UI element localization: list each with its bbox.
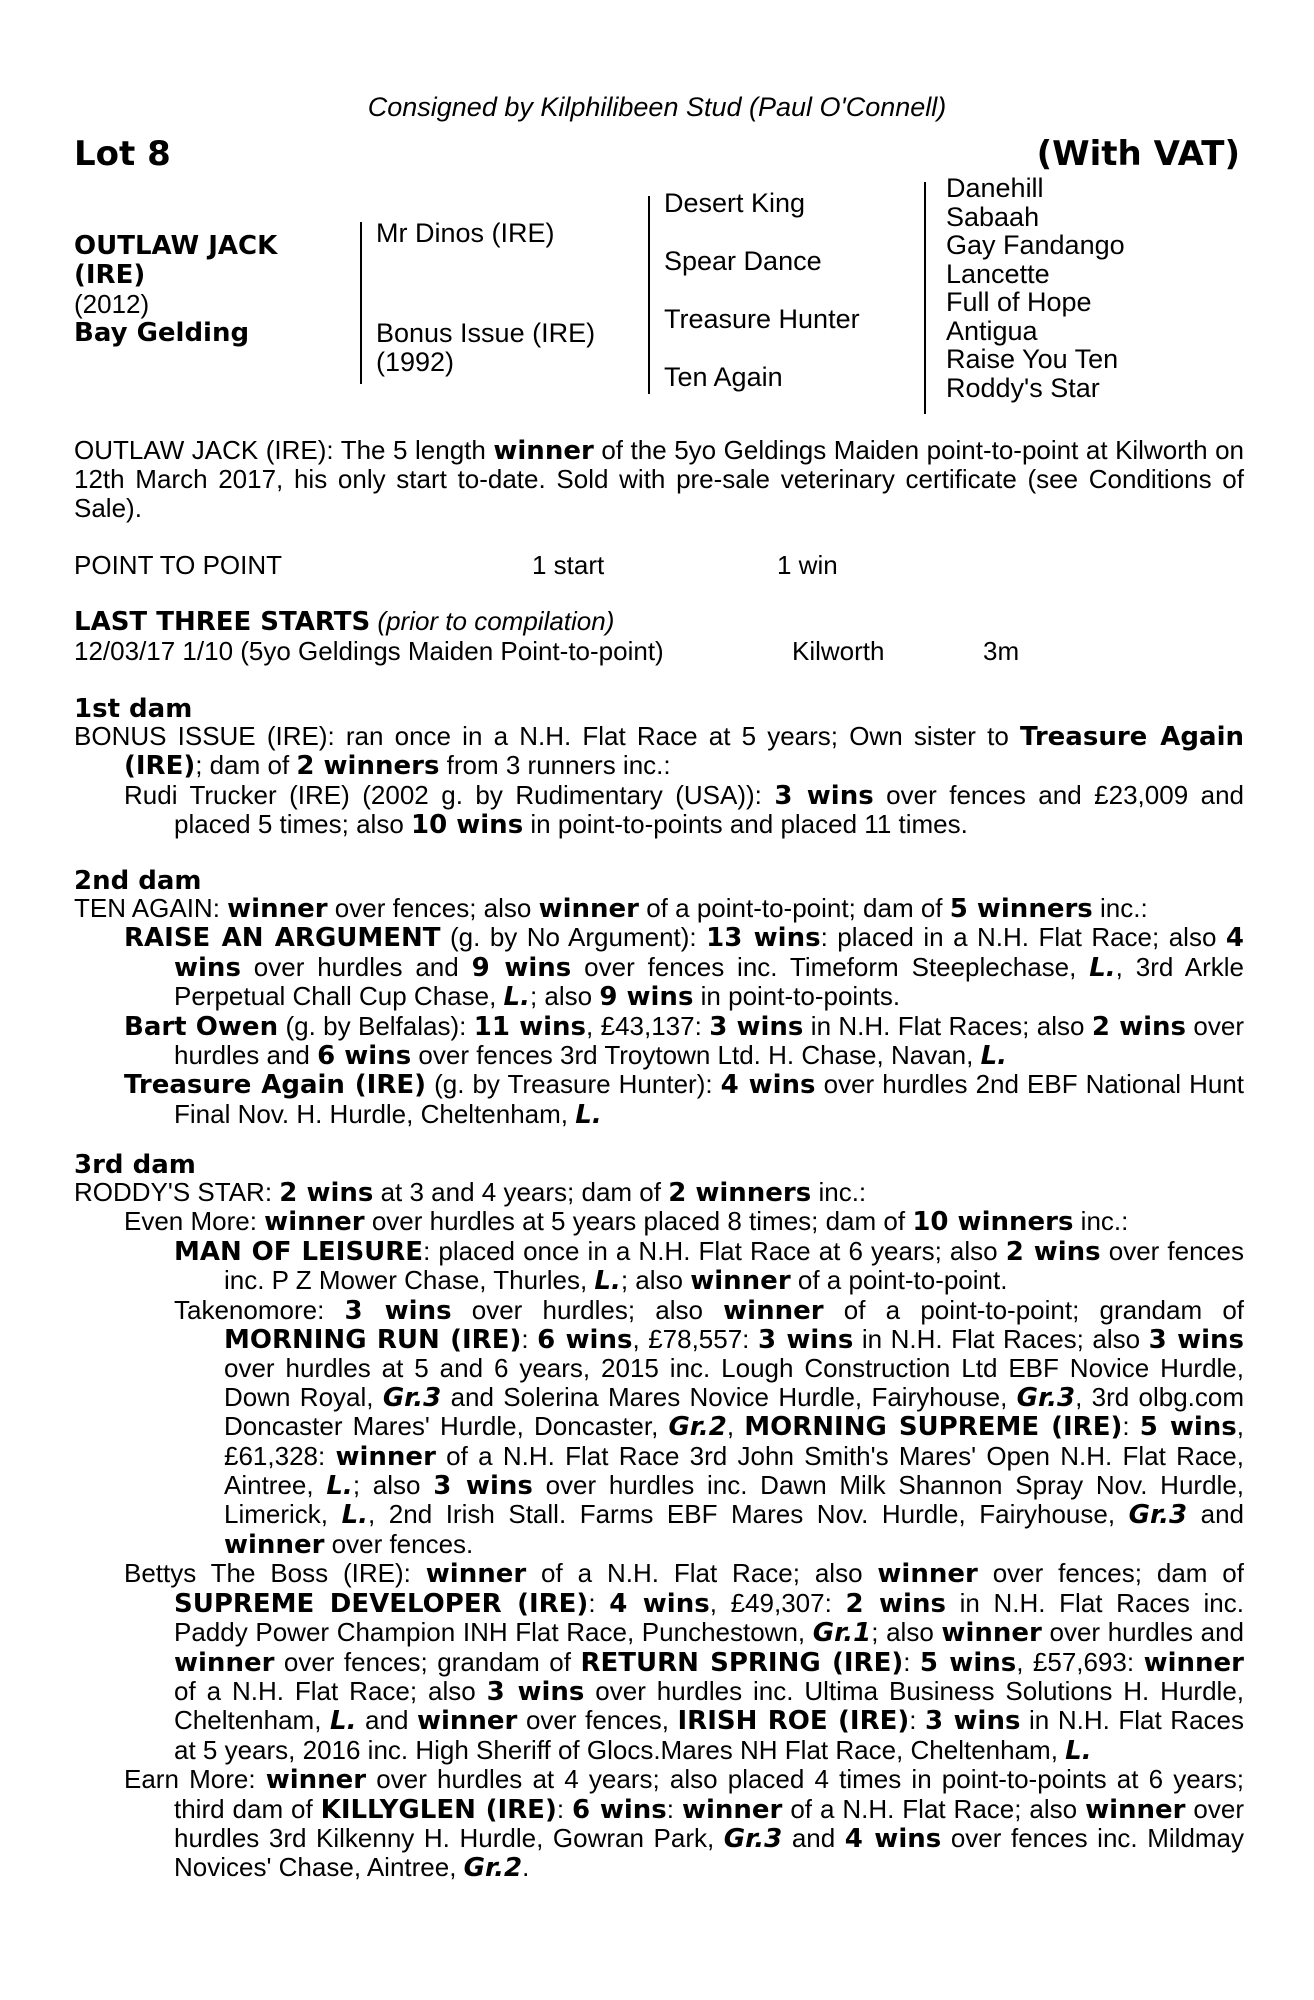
ggp-3: Gay Fandango xyxy=(946,230,1125,260)
pedigree-granddam-2: Ten Again xyxy=(664,362,783,392)
pedigree-divider-3 xyxy=(924,182,926,414)
pedigree-sire: Mr Dinos (IRE) xyxy=(376,218,555,248)
start-distance: 3m xyxy=(983,636,1020,666)
consignor-line: Consigned by Kilphilibeen Stud (Paul O'Connell) xyxy=(367,92,947,122)
pedigree-divider-1 xyxy=(360,222,362,384)
horse-year: (2012) xyxy=(74,289,150,319)
pedigree-divider-2 xyxy=(648,196,650,394)
grandproduce-man-of-leisure: MAN OF LEISURE: placed once in a N.H. Flat Race at 6 years; also 2 wins over fences inc. P Z Mower Chase, Thurles, L.; also winner of a point-to-point. xyxy=(174,1235,1245,1297)
ggp-5: Full of Hope xyxy=(946,287,1092,317)
last-three-heading xyxy=(74,606,614,637)
pedigree-grandsire-1: Desert King xyxy=(664,188,806,218)
ggp-7: Raise You Ten xyxy=(946,344,1119,374)
pedigree-dam: Bonus Issue (IRE) xyxy=(376,318,596,348)
third-dam-section xyxy=(74,1178,1244,1883)
first-dam-produce-1: Rudi Trucker (IRE) (2002 g. by Rudimentary (USA)): 3 wins over fences and £23,009 and placed 5 times; also 10 wins in point-to-points and placed 11 times. xyxy=(124,779,1245,841)
last-three-note: (prior to compilation) xyxy=(377,606,615,636)
first-dam-entry: BONUS ISSUE (IRE): ran once in a N.H. Flat Race at 5 years; Own sister to Treasure Again (IRE); dam of 2 winners from 3 runners inc.: xyxy=(74,721,1244,782)
ggp-2: Sabaah xyxy=(946,201,1040,232)
horse-description: Bay Gelding xyxy=(74,318,250,348)
pedigree-granddam-1: Spear Dance xyxy=(664,246,822,276)
pedigree-dam-year: (1992) xyxy=(376,347,455,377)
third-dam-produce-even-more: Even More: winner over hurdles at 5 years placed 8 times; dam of 10 winners inc.: xyxy=(124,1206,1129,1238)
third-dam-heading: 3rd dam xyxy=(74,1150,196,1180)
first-dam-section xyxy=(74,722,1244,840)
ggp-4: Lancette xyxy=(946,258,1050,289)
third-dam-entry: RODDY'S STAR: 2 wins at 3 and 4 years; dam of 2 winners inc.: xyxy=(74,1177,867,1208)
start-detail: 12/03/17 1/10 (5yo Geldings Maiden Point-to-point) xyxy=(74,636,664,666)
second-dam-section xyxy=(74,894,1244,1129)
summary-text-2: of the 5yo Geldings Maiden point-to-point at Kilworth on 12th March 2017, his only start to-date. Sold with pre-sale veterinary certificate (see Conditions of Sale). xyxy=(74,435,1244,523)
second-dam-heading: 2nd dam xyxy=(74,866,202,896)
last-three-title: LAST THREE STARTS xyxy=(74,607,371,637)
horse-name: OUTLAW JACK xyxy=(74,231,278,261)
horse-country: (IRE) xyxy=(74,260,146,290)
vat-label: (With VAT) xyxy=(1036,134,1240,174)
pedigree-great-grandparents xyxy=(946,174,1125,402)
second-dam-produce-2: Bart Owen (g. by Belfalas): 11 wins, £43,137: 3 wins in N.H. Flat Races; also 2 wins over hurdles and 6 wins over fences 3rd Troytown Ltd. H. Chase, Navan, L. xyxy=(124,1010,1244,1072)
second-dam-produce-1: RAISE AN ARGUMENT (g. by No Argument): 13 wins: placed in a N.H. Flat Race; also 4 wins over hurdles and 9 wins over fences inc. Timeform Steeplechase, L., 3rd Arkle Perpetual Chall Cup Chase, L.; also 9 wins in point-to-points. xyxy=(124,922,1244,1013)
ggp-6: Antigua xyxy=(946,315,1038,346)
ggp-1: Danehill xyxy=(946,173,1044,203)
second-dam-entry: TEN AGAIN: winner over fences; also winner of a point-to-point; dam of 5 winners inc.: xyxy=(74,893,1148,924)
summary-winner: winner xyxy=(493,436,594,466)
third-dam-produce-earn-more: Earn More: winner over hurdles at 4 years; also placed 4 times in point-to-points at 6 years; third dam of KILLYGLEN (IRE): 6 wins: winner of a N.H. Flat Race; also winner over hurdles 3rd Kilkenny H. Hurdle, Gowran Park, Gr.3 and 4 wins over fences inc. Mildmay Novices' Chase, Aintree, Gr.2. xyxy=(124,1764,1245,1884)
pedigree-grandsire-2: Treasure Hunter xyxy=(664,304,860,334)
summary-paragraph xyxy=(74,436,1244,522)
ggp-8: Roddy's Star xyxy=(946,372,1100,403)
grandproduce-takenomore: Takenomore: 3 wins over hurdles; also winner of a point-to-point; grandam of MORNING RUN (IRE): 6 wins, £78,557: 3 wins in N.H. Flat Races; also 3 wins over hurdles at 5 and 6 years, 2015 inc. Lough Construction Ltd EBF Novice Hurdle, Down Royal, Gr.3 and Solerina Mares Novice Hurdle, Fairyhouse, Gr.3, 3rd olbg.com Doncaster Mares' Hurdle, Doncaster, Gr.2, MORNING SUPREME (IRE): 5 wins, £61,328: winner of a N.H. Flat Race 3rd John Smith's Mares' Open N.H. Flat Race, Aintree, L.; also 3 wins over hurdles inc. Dawn Milk Shannon Spray Nov. Hurdle, Limerick, L., 2nd Irish Stall. Farms EBF Mares Nov. Hurdle, Fairyhouse, Gr.3 and winner over fences. xyxy=(174,1294,1245,1560)
record-wins: 1 win xyxy=(777,550,838,580)
record-label: POINT TO POINT xyxy=(74,550,283,580)
horse-identity xyxy=(74,232,277,348)
record-starts: 1 start xyxy=(532,550,605,580)
lot-number: Lot 8 xyxy=(74,134,171,174)
summary-text: OUTLAW JACK (IRE): The 5 length xyxy=(74,435,494,465)
first-dam-heading: 1st dam xyxy=(74,694,193,724)
start-course: Kilworth xyxy=(792,636,885,666)
third-dam-produce-bettys-the-boss: Bettys The Boss (IRE): winner of a N.H. Flat Race; also winner over fences; dam of SUPREME DEVELOPER (IRE): 4 wins, £49,307: 2 wins in N.H. Flat Races inc. Paddy Power Champion INH Flat Race, Punchestown, Gr.1; also winner over hurdles and winner over fences; grandam of RETURN SPRING (IRE): 5 wins, £57,693: winner of a N.H. Flat Race; also 3 wins over hurdles inc. Ultima Business Solutions H. Hurdle, Cheltenham, L. and winner over fences, IRISH ROE (IRE): 3 wins in N.H. Flat Races at 5 years, 2016 inc. High Sheriff of Glocs.Mares NH Flat Race, Cheltenham, L. xyxy=(124,1558,1245,1766)
second-dam-produce-3: Treasure Again (IRE) (g. by Treasure Hunter): 4 wins over hurdles 2nd EBF National Hunt Final Nov. H. Hurdle, Cheltenham, L. xyxy=(124,1069,1245,1130)
